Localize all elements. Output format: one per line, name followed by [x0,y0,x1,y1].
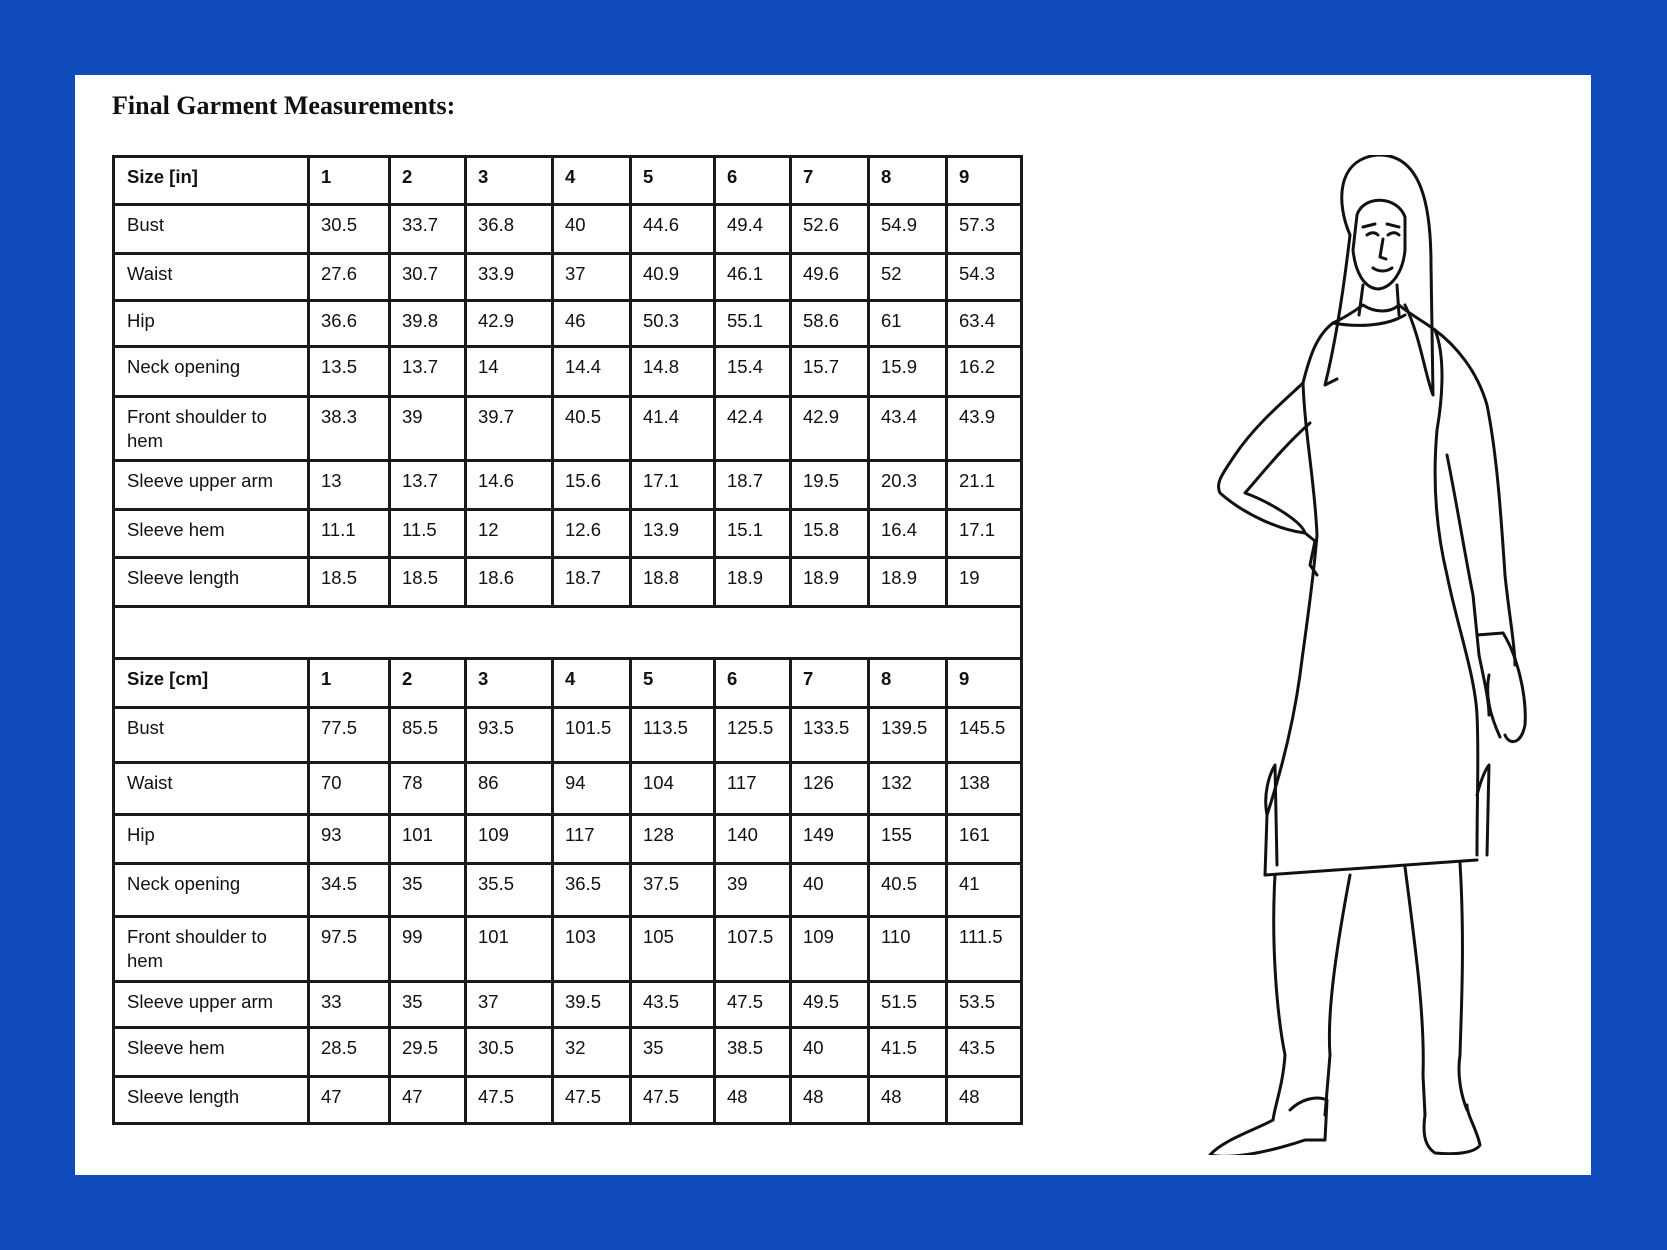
measurement-value: 53.5 [947,982,1022,1028]
measurement-value: 111.5 [947,917,1022,982]
measurement-value: 15.1 [715,510,791,558]
measurement-value: 42.4 [715,397,791,461]
measurement-value: 37.5 [631,864,715,917]
measurement-value: 99 [390,917,466,982]
measurement-value: 49.4 [715,205,791,254]
measurement-value: 14.6 [466,461,553,510]
measurement-value: 29.5 [390,1028,466,1077]
measurement-value: 39 [390,397,466,461]
measurement-value: 19.5 [791,461,869,510]
measurement-value: 103 [553,917,631,982]
measurement-value: 13.7 [390,347,466,397]
measurement-value: 13.9 [631,510,715,558]
measurement-value: 104 [631,763,715,815]
measurement-label: Sleeve hem [114,510,309,558]
measurement-value: 18.6 [466,558,553,607]
measurement-value: 16.2 [947,347,1022,397]
measurement-value: 48 [869,1077,947,1124]
size-header-cell: 1 [309,659,390,708]
measurement-value: 43.9 [947,397,1022,461]
measurement-value: 15.9 [869,347,947,397]
measurement-label: Neck opening [114,347,309,397]
measurement-value: 101 [390,815,466,864]
header-row [114,659,1022,708]
measurement-label: Bust [114,708,309,763]
measurement-value: 18.5 [390,558,466,607]
measurement-value: 30.5 [466,1028,553,1077]
measurement-value: 105 [631,917,715,982]
measurement-value: 107.5 [715,917,791,982]
measurement-value: 18.7 [553,558,631,607]
size-header-cell: 5 [631,157,715,205]
measurement-value: 54.9 [869,205,947,254]
size-header-cell: 1 [309,157,390,205]
measurement-value: 18.9 [715,558,791,607]
measurement-value: 128 [631,815,715,864]
measurement-label: Sleeve hem [114,1028,309,1077]
measurement-value: 19 [947,558,1022,607]
measurement-label: Sleeve upper arm [114,982,309,1028]
table-row [114,1077,1022,1124]
measurement-label: Bust [114,205,309,254]
measurement-value: 85.5 [390,708,466,763]
measurement-value: 47 [390,1077,466,1124]
measurement-value: 20.3 [869,461,947,510]
measurement-value: 36.5 [553,864,631,917]
measurement-value: 21.1 [947,461,1022,510]
measurement-label: Hip [114,815,309,864]
size-header-cell: 4 [553,157,631,205]
size-header-cell: 7 [791,659,869,708]
measurement-value: 39.5 [553,982,631,1028]
measurement-value: 12 [466,510,553,558]
size-header-cell: 4 [553,659,631,708]
measurement-label: Front shoulder to hem [114,917,309,982]
size-header-cell: 3 [466,157,553,205]
measurement-value: 51.5 [869,982,947,1028]
size-header-cell: 6 [715,157,791,205]
table-row [114,510,1022,558]
measurement-value: 33 [309,982,390,1028]
measurement-value: 35 [390,982,466,1028]
measurement-value: 47.5 [631,1077,715,1124]
measurement-value: 12.6 [553,510,631,558]
measurement-value: 161 [947,815,1022,864]
measurement-value: 117 [553,815,631,864]
measurement-value: 101.5 [553,708,631,763]
measurement-value: 61 [869,301,947,347]
measurement-value: 155 [869,815,947,864]
measurement-value: 50.3 [631,301,715,347]
measurement-value: 14 [466,347,553,397]
measurement-value: 46 [553,301,631,347]
measurement-value: 49.6 [791,254,869,301]
measurement-value: 13.5 [309,347,390,397]
measurement-value: 109 [791,917,869,982]
measurement-value: 78 [390,763,466,815]
measurement-value: 36.8 [466,205,553,254]
measurement-label: Waist [114,254,309,301]
measurement-value: 35.5 [466,864,553,917]
measurement-value: 15.6 [553,461,631,510]
measurement-value: 40.9 [631,254,715,301]
measurement-value: 40 [791,864,869,917]
measurement-label: Sleeve length [114,1077,309,1124]
measurement-value: 125.5 [715,708,791,763]
size-header-cell: 3 [466,659,553,708]
dress-figure-icon [1105,155,1535,1155]
measurement-value: 63.4 [947,301,1022,347]
measurement-value: 149 [791,815,869,864]
measurement-value: 41.5 [869,1028,947,1077]
measurement-card [75,75,1591,1175]
measurement-value: 18.5 [309,558,390,607]
measurement-value: 15.8 [791,510,869,558]
page-title: Final Garment Measurements: [112,91,456,120]
table-row [114,347,1022,397]
measurement-value: 48 [947,1077,1022,1124]
measurement-value: 41.4 [631,397,715,461]
measurement-value: 40.5 [869,864,947,917]
measurement-value: 39.8 [390,301,466,347]
measurement-value: 93.5 [466,708,553,763]
size-header-cell: 5 [631,659,715,708]
measurement-value: 13.7 [390,461,466,510]
measurement-value: 126 [791,763,869,815]
measurement-value: 46.1 [715,254,791,301]
size-header-cell: 9 [947,659,1022,708]
inches-table-body [114,157,1022,607]
measurement-value: 77.5 [309,708,390,763]
size-header-cell: 6 [715,659,791,708]
measurement-value: 57.3 [947,205,1022,254]
measurement-value: 132 [869,763,947,815]
measurement-value: 38.3 [309,397,390,461]
header-row [114,157,1022,205]
measurement-value: 133.5 [791,708,869,763]
measurement-value: 54.3 [947,254,1022,301]
measurement-value: 37 [466,982,553,1028]
unit-header-cell: Size [cm] [114,659,309,708]
table-row [114,558,1022,607]
measurement-value: 138 [947,763,1022,815]
measurement-value: 14.8 [631,347,715,397]
measurement-value: 58.6 [791,301,869,347]
measurement-value: 145.5 [947,708,1022,763]
table-row [114,254,1022,301]
measurement-value: 41 [947,864,1022,917]
measurement-value: 14.4 [553,347,631,397]
size-header-cell: 8 [869,659,947,708]
table-row [114,205,1022,254]
centimeters-table-body [114,659,1022,1124]
measurement-value: 140 [715,815,791,864]
measurement-value: 44.6 [631,205,715,254]
measurement-value: 38.5 [715,1028,791,1077]
measurement-value: 30.5 [309,205,390,254]
table-row [114,864,1022,917]
measurement-value: 52.6 [791,205,869,254]
measurement-value: 47.5 [553,1077,631,1124]
table-row [114,301,1022,347]
table-row [114,763,1022,815]
measurement-value: 55.1 [715,301,791,347]
measurement-label: Waist [114,763,309,815]
measurement-value: 18.9 [791,558,869,607]
measurement-value: 18.8 [631,558,715,607]
measurement-value: 35 [631,1028,715,1077]
measurement-value: 86 [466,763,553,815]
measurement-value: 109 [466,815,553,864]
measurement-value: 27.6 [309,254,390,301]
dress-figure-illustration [1105,155,1535,1155]
measurement-value: 35 [390,864,466,917]
size-header-cell: 2 [390,157,466,205]
measurement-value: 47 [309,1077,390,1124]
measurement-value: 40 [791,1028,869,1077]
table-row [114,982,1022,1028]
spacer-row [114,607,1022,659]
measurement-value: 34.5 [309,864,390,917]
size-header-cell: 7 [791,157,869,205]
table-row [114,708,1022,763]
measurement-value: 43.4 [869,397,947,461]
measurement-value: 43.5 [947,1028,1022,1077]
measurement-value: 16.4 [869,510,947,558]
measurement-value: 39.7 [466,397,553,461]
table-spacer [114,607,1022,659]
measurement-value: 37 [553,254,631,301]
measurement-value: 117 [715,763,791,815]
table-row [114,815,1022,864]
measurement-label: Sleeve length [114,558,309,607]
measurement-value: 42.9 [791,397,869,461]
measurement-value: 113.5 [631,708,715,763]
measurement-value: 28.5 [309,1028,390,1077]
measurement-value: 94 [553,763,631,815]
measurement-value: 49.5 [791,982,869,1028]
measurement-value: 32 [553,1028,631,1077]
table-row [114,1028,1022,1077]
measurement-value: 40.5 [553,397,631,461]
measurement-value: 47.5 [466,1077,553,1124]
size-header-cell: 9 [947,157,1022,205]
size-header-cell: 8 [869,157,947,205]
measurement-value: 93 [309,815,390,864]
spacer-cell [114,607,1022,659]
measurement-value: 97.5 [309,917,390,982]
measurement-value: 17.1 [631,461,715,510]
measurement-label: Front shoulder to hem [114,397,309,461]
measurement-value: 52 [869,254,947,301]
table-row [114,461,1022,510]
measurement-value: 42.9 [466,301,553,347]
measurement-label: Neck opening [114,864,309,917]
measurement-value: 17.1 [947,510,1022,558]
measurement-value: 48 [791,1077,869,1124]
measurement-value: 18.7 [715,461,791,510]
measurement-value: 40 [553,205,631,254]
measurement-value: 15.7 [791,347,869,397]
measurement-value: 139.5 [869,708,947,763]
measurement-value: 70 [309,763,390,815]
size-header-cell: 2 [390,659,466,708]
measurement-label: Sleeve upper arm [114,461,309,510]
measurement-value: 11.1 [309,510,390,558]
measurement-value: 33.9 [466,254,553,301]
measurement-value: 39 [715,864,791,917]
measurement-value: 110 [869,917,947,982]
measurement-label: Hip [114,301,309,347]
measurement-value: 11.5 [390,510,466,558]
measurement-value: 18.9 [869,558,947,607]
measurement-value: 47.5 [715,982,791,1028]
table-row [114,397,1022,461]
measurement-value: 48 [715,1077,791,1124]
table-row [114,917,1022,982]
measurement-value: 30.7 [390,254,466,301]
measurement-value: 101 [466,917,553,982]
measurement-value: 13 [309,461,390,510]
measurement-value: 33.7 [390,205,466,254]
measurement-value: 36.6 [309,301,390,347]
unit-header-cell: Size [in] [114,157,309,205]
measurement-table [112,155,1023,1125]
measurement-value: 15.4 [715,347,791,397]
measurement-value: 43.5 [631,982,715,1028]
